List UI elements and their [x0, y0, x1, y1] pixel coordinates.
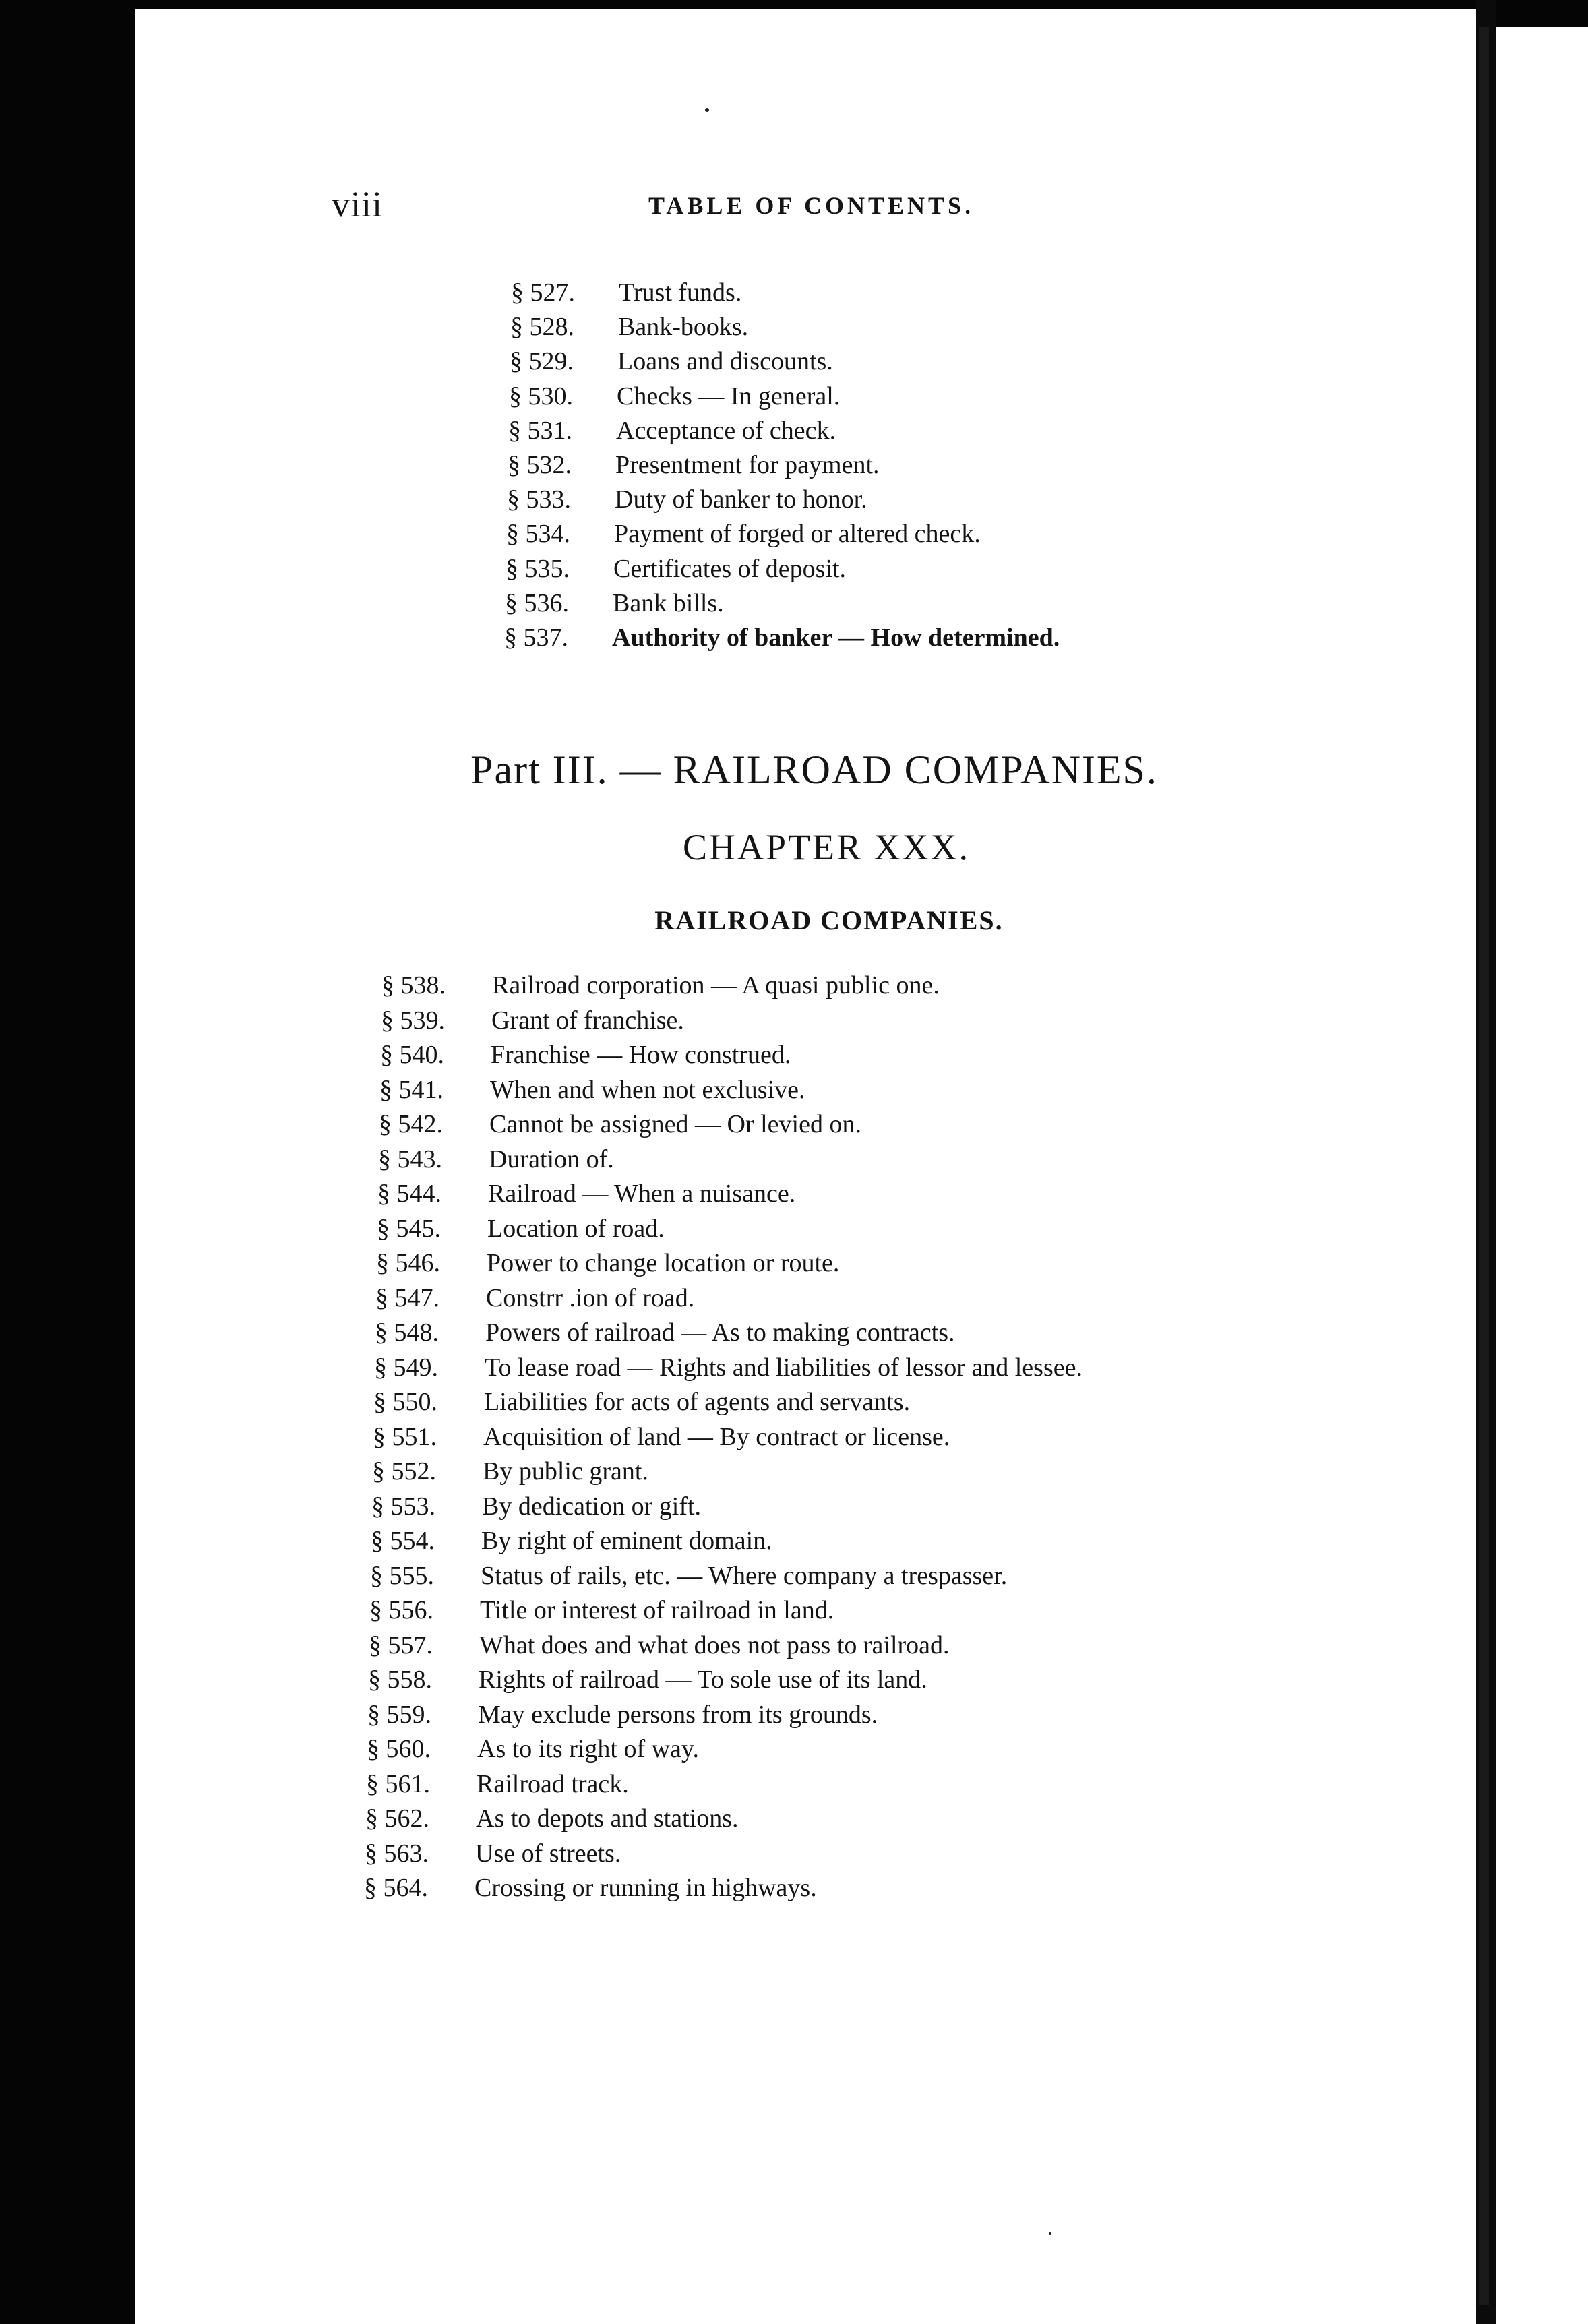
section-title: Loans and discounts. [617, 347, 833, 376]
section-number: § 533. [507, 485, 571, 514]
section-number: § 534. [506, 520, 570, 549]
section-title: Bank bills. [613, 588, 724, 617]
part-heading: Part III. — RAILROAD COMPANIES. [470, 747, 1158, 792]
section-title: May exclude persons from its grounds. [478, 1700, 878, 1729]
section-number: § 549. [374, 1353, 438, 1382]
section-title: Franchise — How construed. [491, 1041, 791, 1069]
section-title: Crossing or running in highways. [475, 1874, 817, 1902]
chapter-title: RAILROAD COMPANIES. [654, 905, 1004, 936]
section-number: § 555. [370, 1561, 434, 1590]
section-title: Grant of franchise. [491, 1006, 684, 1035]
section-number: § 547. [375, 1283, 439, 1312]
section-number: § 548. [375, 1318, 439, 1347]
spine-line [1479, 27, 1489, 2305]
section-title: When and when not exclusive. [490, 1075, 805, 1104]
section-number: § 527. [511, 278, 575, 307]
section-number: § 558. [368, 1665, 432, 1694]
section-number: § 554. [371, 1527, 435, 1555]
section-number: § 562. [365, 1804, 429, 1833]
section-number: § 528. [510, 313, 574, 342]
section-title: Location of road. [487, 1214, 665, 1243]
section-number: § 564. [364, 1874, 428, 1902]
section-title: Checks — In general. [617, 381, 841, 410]
section-number: § 537. [504, 623, 568, 652]
section-title: By public grant. [483, 1457, 648, 1486]
facing-page-edge [1496, 27, 1588, 2324]
section-title: Duration of. [489, 1144, 614, 1173]
section-number: § 540. [380, 1041, 444, 1069]
section-title: Payment of forged or altered check. [614, 520, 981, 549]
section-number: § 544. [377, 1180, 441, 1208]
section-number: § 546. [376, 1249, 440, 1277]
section-title: Liabilities for acts of agents and servants. [484, 1388, 911, 1416]
section-title: Bank-books. [618, 313, 749, 342]
section-number: § 541. [379, 1075, 444, 1104]
section-title: Use of streets. [475, 1839, 621, 1868]
section-number: § 529. [510, 347, 574, 376]
section-number: § 538. [381, 971, 446, 1000]
section-number: § 553. [371, 1492, 435, 1521]
section-title: Constrr .ion of road. [486, 1283, 695, 1312]
section-title: Status of rails, etc. — Where company a trespasser. [481, 1561, 1008, 1590]
section-title: Certificates of deposit. [613, 554, 847, 583]
section-title: Duty of banker to honor. [615, 485, 867, 514]
scan-speck [705, 108, 709, 112]
section-title: Title or interest of railroad in land. [480, 1596, 834, 1624]
section-title: Acquisition of land — By contract or license. [483, 1422, 950, 1451]
section-title: Acceptance of check. [616, 416, 836, 445]
section-number: § 563. [365, 1839, 429, 1868]
section-number: § 543. [378, 1144, 442, 1173]
section-title: Authority of banker — How determined. [612, 623, 1060, 652]
chapter-heading: CHAPTER XXX. [682, 827, 971, 867]
section-number: § 552. [372, 1457, 436, 1486]
section-title: Powers of railroad — As to making contracts. [485, 1318, 955, 1347]
section-title: What does and what does not pass to railroad. [479, 1630, 950, 1659]
section-number: § 539. [381, 1006, 445, 1035]
section-number: § 532. [508, 450, 572, 479]
section-number: § 560. [367, 1735, 431, 1763]
section-number: § 530. [509, 381, 573, 410]
section-number: § 542. [379, 1110, 443, 1138]
section-title: Railroad corporation — A quasi public one. [492, 971, 940, 1000]
section-title: Trust funds. [619, 278, 742, 307]
section-title: Power to change location or route. [487, 1249, 840, 1277]
running-title: TABLE OF CONTENTS. [648, 192, 975, 219]
page-number: viii [332, 184, 384, 224]
section-title: Cannot be assigned — Or levied on. [489, 1110, 861, 1138]
section-number: § 551. [373, 1422, 437, 1451]
section-number: § 550. [373, 1388, 437, 1416]
section-number: § 535. [506, 554, 570, 583]
section-title: Presentment for payment. [615, 450, 880, 479]
running-head [0, 183, 1588, 237]
section-number: § 556. [369, 1596, 433, 1624]
section-title: Rights of railroad — To sole use of its land. [479, 1665, 927, 1694]
section-title: Railroad — When a nuisance. [488, 1180, 796, 1208]
section-title: As to depots and stations. [476, 1804, 739, 1833]
section-title: By right of eminent domain. [481, 1527, 772, 1555]
section-title: As to its right of way. [477, 1735, 699, 1763]
section-number: § 559. [367, 1700, 431, 1729]
section-number: § 545. [377, 1214, 441, 1243]
section-number: § 561. [366, 1769, 430, 1798]
section-number: § 531. [508, 416, 572, 445]
scan-speck [1049, 2232, 1051, 2235]
section-title: To lease road — Rights and liabilities of lessor and lessee. [485, 1353, 1082, 1382]
section-title: By dedication or gift. [482, 1492, 702, 1521]
section-title: Railroad track. [477, 1769, 629, 1798]
section-number: § 557. [369, 1630, 433, 1659]
section-number: § 536. [505, 588, 569, 617]
